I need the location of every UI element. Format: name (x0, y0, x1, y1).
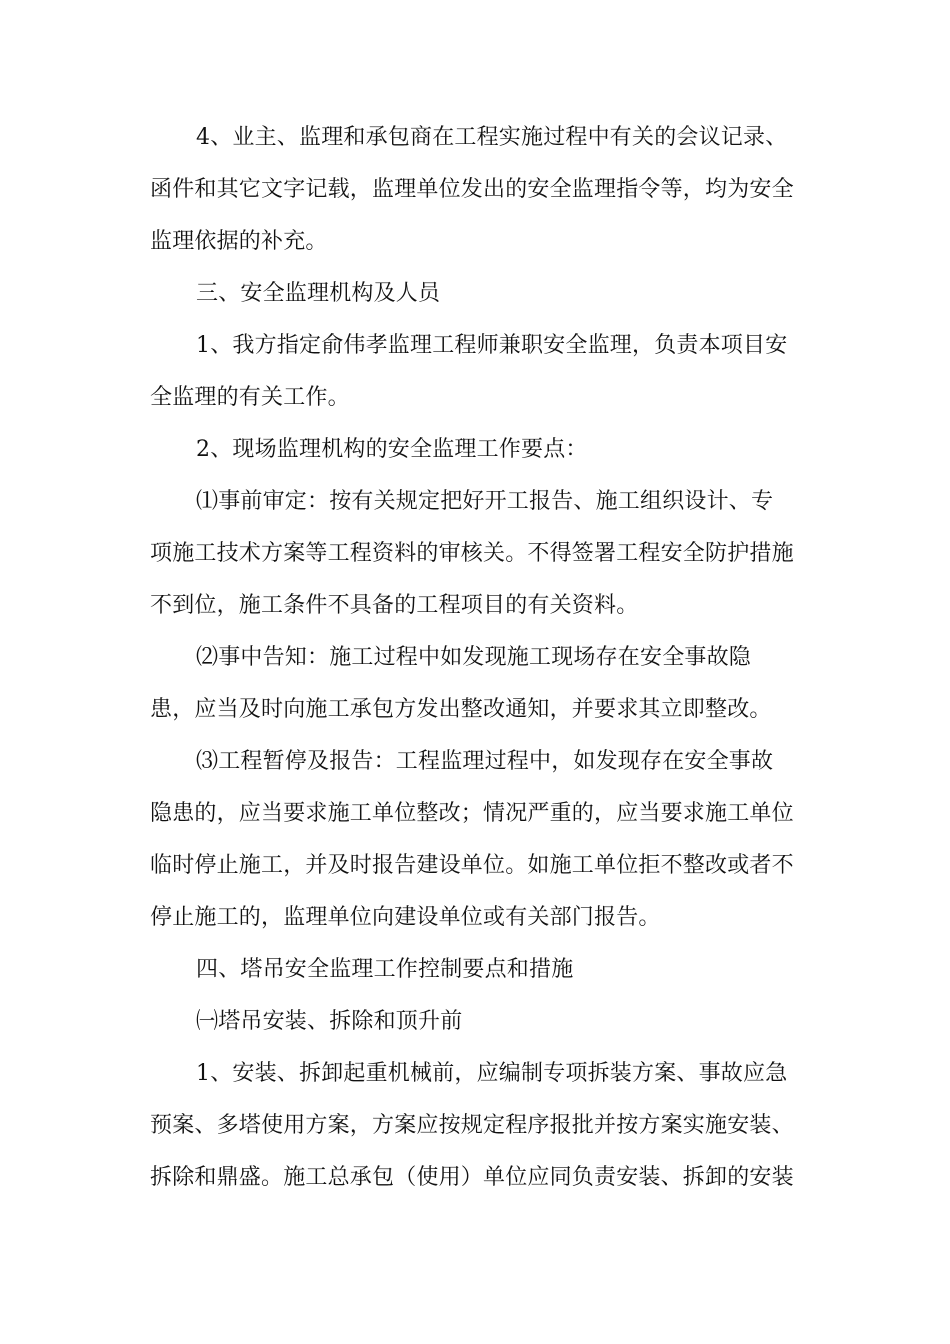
paragraph-line: 监理依据的补充。 (150, 229, 328, 254)
paragraph-line: ⑴事前审定：按有关规定把好开工报告、施工组织设计、专 (196, 489, 774, 514)
paragraph-line: 隐患的，应当要求施工单位整改；情况严重的，应当要求施工单位 (150, 801, 794, 826)
paragraph-line: 预案、多塔使用方案，方案应按规定程序报批并按方案实施安装、 (150, 1113, 794, 1138)
paragraph-line: 4、业主、监理和承包商在工程实施过程中有关的会议记录、 (196, 125, 788, 150)
paragraph-line: 停止施工的，监理单位向建设单位或有关部门报告。 (150, 905, 661, 930)
paragraph-line: ⑵事中告知：施工过程中如发现施工现场存在安全事故隐 (196, 645, 752, 670)
paragraph-line: 全监理的有关工作。 (150, 385, 350, 410)
section-heading: 三、安全监理机构及人员 (196, 281, 441, 306)
paragraph-line: 1、我方指定俞伟孝监理工程师兼职安全监理，负责本项目安 (196, 333, 788, 358)
paragraph-line: 拆除和鼎盛。施工总承包（使用）单位应同负责安装、拆卸的安装 (150, 1165, 794, 1190)
paragraph-line: 函件和其它文字记载，监理单位发出的安全监理指令等，均为安全 (150, 177, 794, 202)
paragraph-line: 不到位，施工条件不具备的工程项目的有关资料。 (150, 593, 639, 618)
paragraph-line: 2、现场监理机构的安全监理工作要点： (196, 437, 588, 462)
paragraph-line: 项施工技术方案等工程资料的审核关。不得签署工程安全防护措施 (150, 541, 794, 566)
paragraph-line: 1、安装、拆卸起重机械前，应编制专项拆装方案、事故应急 (196, 1061, 788, 1086)
paragraph-line: 临时停止施工，并及时报告建设单位。如施工单位拒不整改或者不 (150, 853, 794, 878)
section-heading: 四、塔吊安全监理工作控制要点和措施 (196, 957, 574, 982)
paragraph-line: ⑶工程暂停及报告：工程监理过程中，如发现存在安全事故 (196, 749, 774, 774)
paragraph-line: 患，应当及时向施工承包方发出整改通知，并要求其立即整改。 (150, 697, 772, 722)
subsection-heading: ㈠塔吊安装、拆除和顶升前 (196, 1009, 463, 1034)
